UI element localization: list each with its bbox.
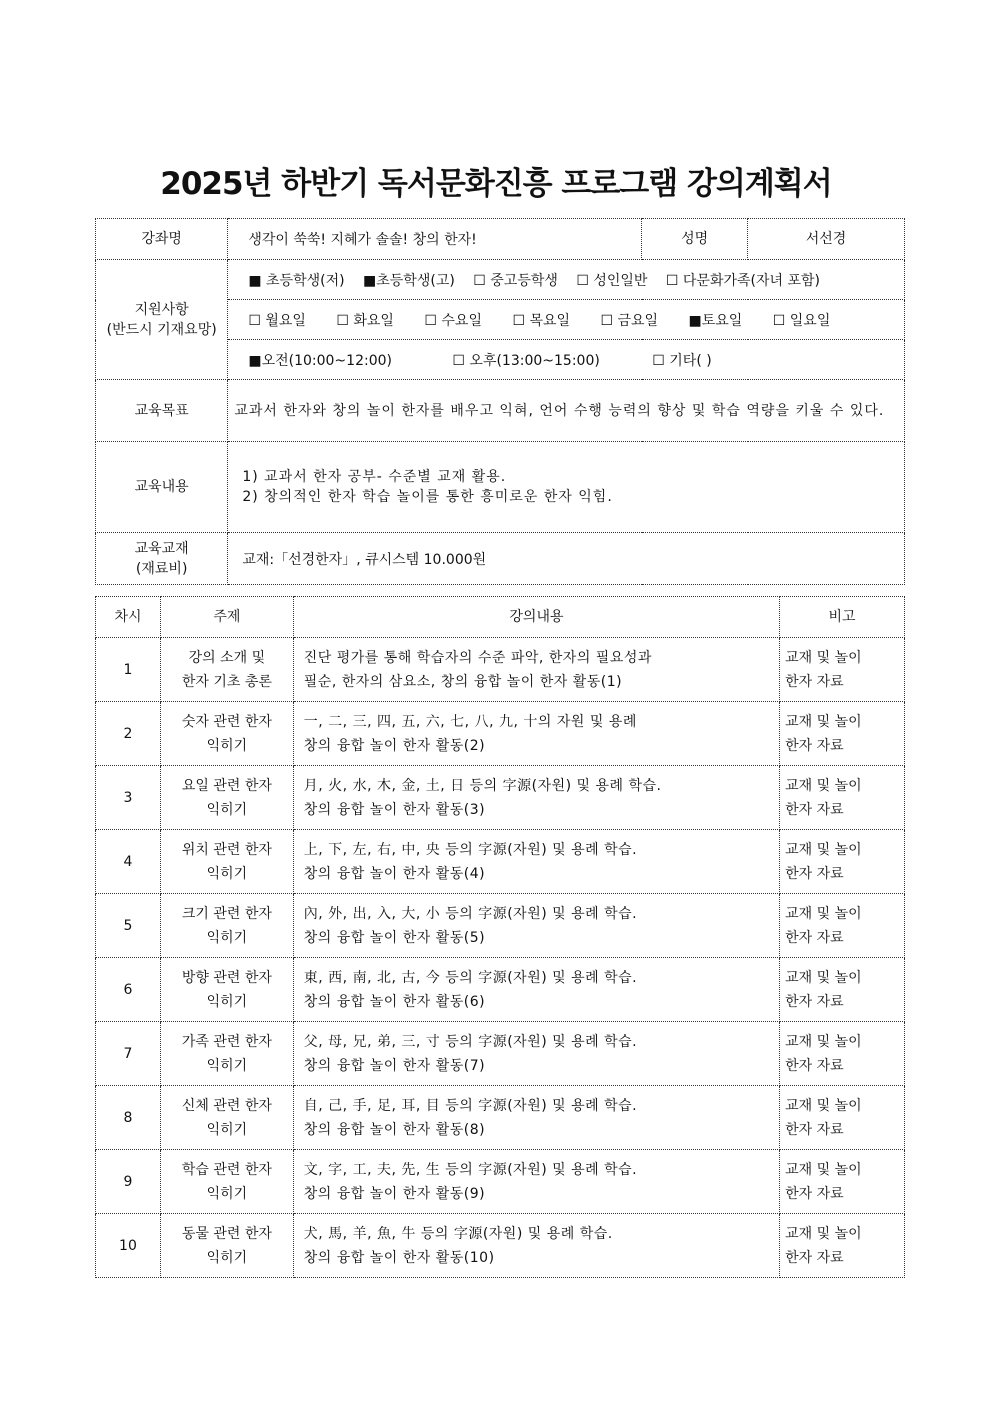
table-row (96, 1022, 905, 1086)
option-morning[interactable]: ■오전(10:00~12:00) (248, 352, 392, 369)
session-content-line: 文, 字, 工, 夫, 先, 生 등의 字源(자원) 및 용례 학습. (303, 1161, 638, 1178)
content-value (228, 442, 905, 533)
session-topic-line: 익히기 (206, 1249, 248, 1266)
session-note-line: 한자 자료 (785, 801, 844, 818)
session-note-line: 교재 및 놀이 (785, 1097, 862, 1114)
session-note-line: 한자 자료 (785, 929, 844, 946)
session-number: 8 (96, 1086, 161, 1150)
session-number: 7 (96, 1022, 161, 1086)
session-topic (160, 702, 293, 766)
session-note (780, 1022, 905, 1086)
session-number: 6 (96, 958, 161, 1022)
table-row (96, 1214, 905, 1278)
session-topic (160, 1150, 293, 1214)
session-topic-line: 강의 소개 및 (188, 649, 266, 666)
session-number: 10 (96, 1214, 161, 1278)
session-content (293, 1086, 779, 1150)
option-wednesday[interactable]: ☐ 수요일 (424, 312, 482, 329)
session-note-line: 교재 및 놀이 (785, 1161, 862, 1178)
header-note: 비고 (780, 597, 905, 638)
session-number: 4 (96, 830, 161, 894)
session-content-line: 창의 융합 놀이 한자 활동(5) (303, 929, 486, 946)
session-note-line: 한자 자료 (785, 1249, 844, 1266)
session-topic-line: 익히기 (206, 993, 248, 1010)
option-tuesday[interactable]: ☐ 화요일 (336, 312, 394, 329)
material-label-line1: 교육교재 (134, 540, 189, 557)
table-row (96, 638, 905, 702)
support-label-line1: 지원사항 (134, 301, 189, 318)
session-number: 1 (96, 638, 161, 702)
header-content: 강의내용 (293, 597, 779, 638)
session-topic-line: 위치 관련 한자 (181, 841, 272, 858)
session-note-line: 한자 자료 (785, 1121, 844, 1138)
option-other[interactable]: ☐ 기타( ) (652, 352, 712, 369)
session-note-line: 한자 자료 (785, 737, 844, 754)
page-title: 2025년 하반기 독서문화진흥 프로그램 강의계획서 (160, 166, 832, 202)
table-row (96, 1150, 905, 1214)
session-topic (160, 1022, 293, 1086)
support-label (96, 260, 228, 380)
session-note (780, 1150, 905, 1214)
session-content-line: 창의 융합 놀이 한자 활동(6) (303, 993, 486, 1010)
session-note-line: 교재 및 놀이 (785, 1033, 862, 1050)
session-note (780, 1086, 905, 1150)
session-note-line: 교재 및 놀이 (785, 969, 862, 986)
material-value: 교재:「선경한자」, 큐시스템 10.000원 (228, 533, 905, 585)
session-content-line: 父, 母, 兄, 弟, 三, 寸 등의 字源(자원) 및 용례 학습. (303, 1033, 638, 1050)
day-options (228, 300, 905, 340)
course-value: 생각이 쑥쑥! 지혜가 솔솔! 창의 한자! (228, 219, 642, 260)
session-topic-line: 동물 관련 한자 (181, 1225, 272, 1242)
session-content (293, 1022, 779, 1086)
info-table (95, 218, 905, 585)
header-session: 차시 (96, 597, 161, 638)
session-content-line: 창의 융합 놀이 한자 활동(2) (303, 737, 486, 754)
session-content-line: 上, 下, 左, 右, 中, 央 등의 字源(자원) 및 용례 학습. (303, 841, 638, 858)
support-label-line2: (반드시 기재요망) (106, 321, 217, 338)
content-line: 1) 교과서 한자 공부- 수준별 교재 활용. (242, 469, 507, 485)
session-topic-line: 한자 기초 총론 (181, 673, 272, 690)
session-content (293, 702, 779, 766)
session-note (780, 638, 905, 702)
session-content-line: 一, 二, 三, 四, 五, 六, 七, 八, 九, 十의 자원 및 용례 (303, 713, 637, 730)
session-note-line: 교재 및 놀이 (785, 713, 862, 730)
course-label: 강좌명 (96, 219, 228, 260)
session-content (293, 1214, 779, 1278)
option-adult[interactable]: ☐ 성인일반 (576, 272, 648, 289)
option-saturday[interactable]: ■토요일 (688, 312, 743, 329)
session-content-line: 東, 西, 南, 北, 古, 今 등의 字源(자원) 및 용례 학습. (303, 969, 638, 986)
session-topic (160, 1086, 293, 1150)
session-content-line: 창의 융합 놀이 한자 활동(8) (303, 1121, 486, 1138)
schedule-table (95, 596, 905, 1278)
session-note-line: 교재 및 놀이 (785, 649, 862, 666)
session-topic (160, 1214, 293, 1278)
session-content-line: 창의 융합 놀이 한자 활동(10) (303, 1249, 495, 1266)
session-note-line: 한자 자료 (785, 865, 844, 882)
session-content (293, 830, 779, 894)
time-options (228, 340, 905, 380)
table-row (96, 894, 905, 958)
option-secondary[interactable]: ☐ 중고등학생 (473, 272, 558, 289)
session-number: 2 (96, 702, 161, 766)
option-sunday[interactable]: ☐ 일요일 (772, 312, 831, 329)
session-content (293, 1150, 779, 1214)
option-friday[interactable]: ☐ 금요일 (600, 312, 659, 329)
material-label-line2: (재료비) (135, 560, 188, 577)
session-content-line: 內, 外, 出, 入, 大, 小 등의 字源(자원) 및 용례 학습. (303, 905, 638, 922)
session-content (293, 958, 779, 1022)
session-content-line: 犬, 馬, 羊, 魚, 牛 등의 字源(자원) 및 용례 학습. (303, 1225, 613, 1242)
session-topic-line: 숫자 관련 한자 (181, 713, 272, 730)
session-topic-line: 익히기 (206, 801, 248, 818)
session-topic-line: 익히기 (206, 929, 248, 946)
session-topic (160, 638, 293, 702)
session-topic-line: 익히기 (206, 1121, 248, 1138)
session-note (780, 702, 905, 766)
table-row (96, 1086, 905, 1150)
name-value: 서선경 (748, 219, 905, 260)
session-note-line: 교재 및 놀이 (785, 777, 862, 794)
session-topic-line: 가족 관련 한자 (181, 1033, 272, 1050)
session-note-line: 한자 자료 (785, 1185, 844, 1202)
session-content-line: 창의 융합 놀이 한자 활동(7) (303, 1057, 486, 1074)
session-topic (160, 766, 293, 830)
option-elementary-high[interactable]: ■초등학생(고) (363, 272, 455, 289)
table-row (96, 830, 905, 894)
session-content-line: 창의 융합 놀이 한자 활동(3) (303, 801, 486, 818)
table-row (96, 958, 905, 1022)
session-topic-line: 익히기 (206, 737, 248, 754)
goal-label: 교육목표 (96, 380, 228, 442)
session-note (780, 958, 905, 1022)
session-note (780, 894, 905, 958)
session-topic (160, 958, 293, 1022)
session-content-line: 自, 己, 手, 足, 耳, 目 등의 字源(자원) 및 용례 학습. (303, 1097, 638, 1114)
session-note (780, 766, 905, 830)
session-topic-line: 방향 관련 한자 (181, 969, 272, 986)
session-number: 3 (96, 766, 161, 830)
session-note-line: 교재 및 놀이 (785, 841, 862, 858)
table-row (96, 766, 905, 830)
session-topic-line: 익히기 (206, 1185, 248, 1202)
option-afternoon[interactable]: ☐ 오후(13:00~15:00) (452, 352, 600, 369)
session-topic (160, 894, 293, 958)
target-options (228, 260, 905, 300)
session-content (293, 766, 779, 830)
option-thursday[interactable]: ☐ 목요일 (512, 312, 571, 329)
session-note-line: 한자 자료 (785, 673, 844, 690)
session-note (780, 830, 905, 894)
option-elementary-low[interactable]: ■ 초등학생(저) (248, 272, 345, 289)
session-content-line: 月, 火, 水, 木, 金, 土, 日 등의 字源(자원) 및 용례 학습. (303, 777, 662, 794)
session-content (293, 894, 779, 958)
session-topic-line: 신체 관련 한자 (181, 1097, 272, 1114)
session-note (780, 1214, 905, 1278)
session-topic-line: 학습 관련 한자 (181, 1161, 272, 1178)
session-note-line: 교재 및 놀이 (785, 1225, 862, 1242)
name-label: 성명 (642, 219, 748, 260)
session-number: 5 (96, 894, 161, 958)
table-row (96, 702, 905, 766)
header-topic: 주제 (160, 597, 293, 638)
content-line: 2) 창의적인 한자 학습 놀이를 통한 흥미로운 한자 익힘. (242, 489, 613, 505)
session-content-line: 진단 평가를 통해 학습자의 수준 파악, 한자의 필요성과 (303, 649, 652, 666)
content-label: 교육내용 (96, 442, 228, 533)
option-multicultural[interactable]: ☐ 다문화가족(자녀 포함) (665, 272, 820, 289)
session-topic-line: 요일 관련 한자 (181, 777, 272, 794)
session-note-line: 한자 자료 (785, 1057, 844, 1074)
session-number: 9 (96, 1150, 161, 1214)
session-topic-line: 익히기 (206, 865, 248, 882)
session-content (293, 638, 779, 702)
option-monday[interactable]: ☐ 월요일 (248, 312, 306, 329)
session-note-line: 한자 자료 (785, 993, 844, 1010)
session-content-line: 창의 융합 놀이 한자 활동(4) (303, 865, 486, 882)
goal-value: 교과서 한자와 창의 놀이 한자를 배우고 익혀, 언어 수행 능력의 향상 및 학습 역량을 키울 수 있다. (228, 380, 905, 442)
session-content-line: 필순, 한자의 삼요소, 창의 융합 놀이 한자 활동(1) (303, 673, 623, 690)
session-content-line: 창의 융합 놀이 한자 활동(9) (303, 1185, 486, 1202)
session-topic (160, 830, 293, 894)
session-topic-line: 크기 관련 한자 (181, 905, 272, 922)
session-note-line: 교재 및 놀이 (785, 905, 862, 922)
session-topic-line: 익히기 (206, 1057, 248, 1074)
material-label (96, 533, 228, 585)
